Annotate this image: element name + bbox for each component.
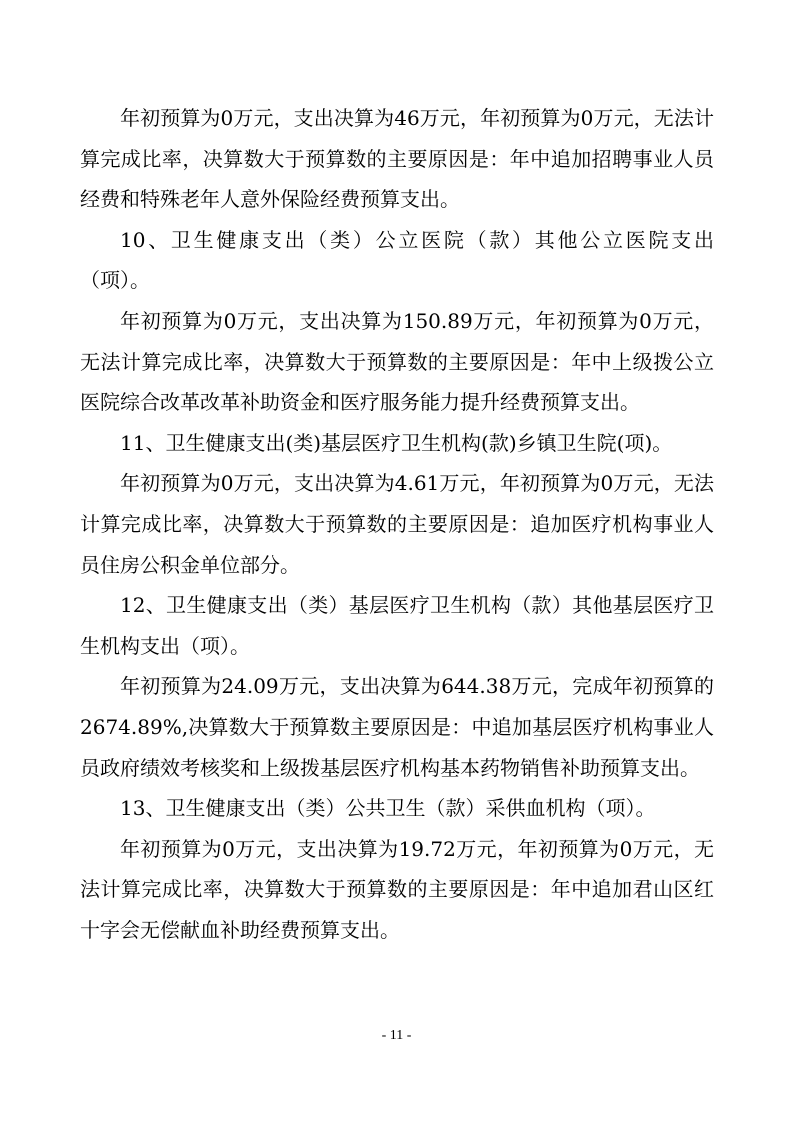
document-body <box>80 98 714 950</box>
paragraph-item-9-explanation: 年初预算为0万元，支出决算为46万元，年初预算为0万元，无法计算完成比率，决算数大于预算数的主要原因是：年中追加招聘事业人员经费和特殊老年人意外保险经费预算支出。 <box>80 106 714 212</box>
section-heading-11: 11、卫生健康支出(类)基层医疗卫生机构(款)乡镇卫生院(项)。 <box>120 430 673 455</box>
paragraph-item-12-explanation: 年初预算为24.09万元，支出决算为644.38万元，完成年初预算的2674.89%,决算数大于预算数主要原因是：中追加基层医疗机构事业人员政府绩效考核奖和上级拨基层医疗机构基本药物销售补助预算支出。 <box>80 674 714 780</box>
section-heading-12: 12、卫生健康支出（类）基层医疗卫生机构（款）其他基层医疗卫生机构支出（项）。 <box>80 593 714 658</box>
page-number: - 11 - <box>381 1028 412 1043</box>
paragraph-item-11-explanation: 年初预算为0万元，支出决算为4.61万元，年初预算为0万元，无法计算完成比率，决算数大于预算数的主要原因是：追加医疗机构事业人员住房公积金单位部分。 <box>80 471 714 577</box>
paragraph-item-13-explanation: 年初预算为0万元，支出决算为19.72万元，年初预算为0万元，无法计算完成比率，决算数大于预算数的主要原因是：年中追加君山区红十字会无偿献血补助经费预算支出。 <box>80 836 714 942</box>
paragraph-item-10-explanation: 年初预算为0万元，支出决算为150.89万元，年初预算为0万元，无法计算完成比率，决算数大于预算数的主要原因是：年中上级拨公立医院综合改革改革补助资金和医疗服务能力提升经费预算支出。 <box>80 308 714 415</box>
section-heading-10: 10、卫生健康支出（类）公立医院（款）其他公立医院支出（项）。 <box>80 227 714 293</box>
section-heading-13: 13、卫生健康支出（类）公共卫生（款）采供血机构（项）。 <box>120 796 656 821</box>
